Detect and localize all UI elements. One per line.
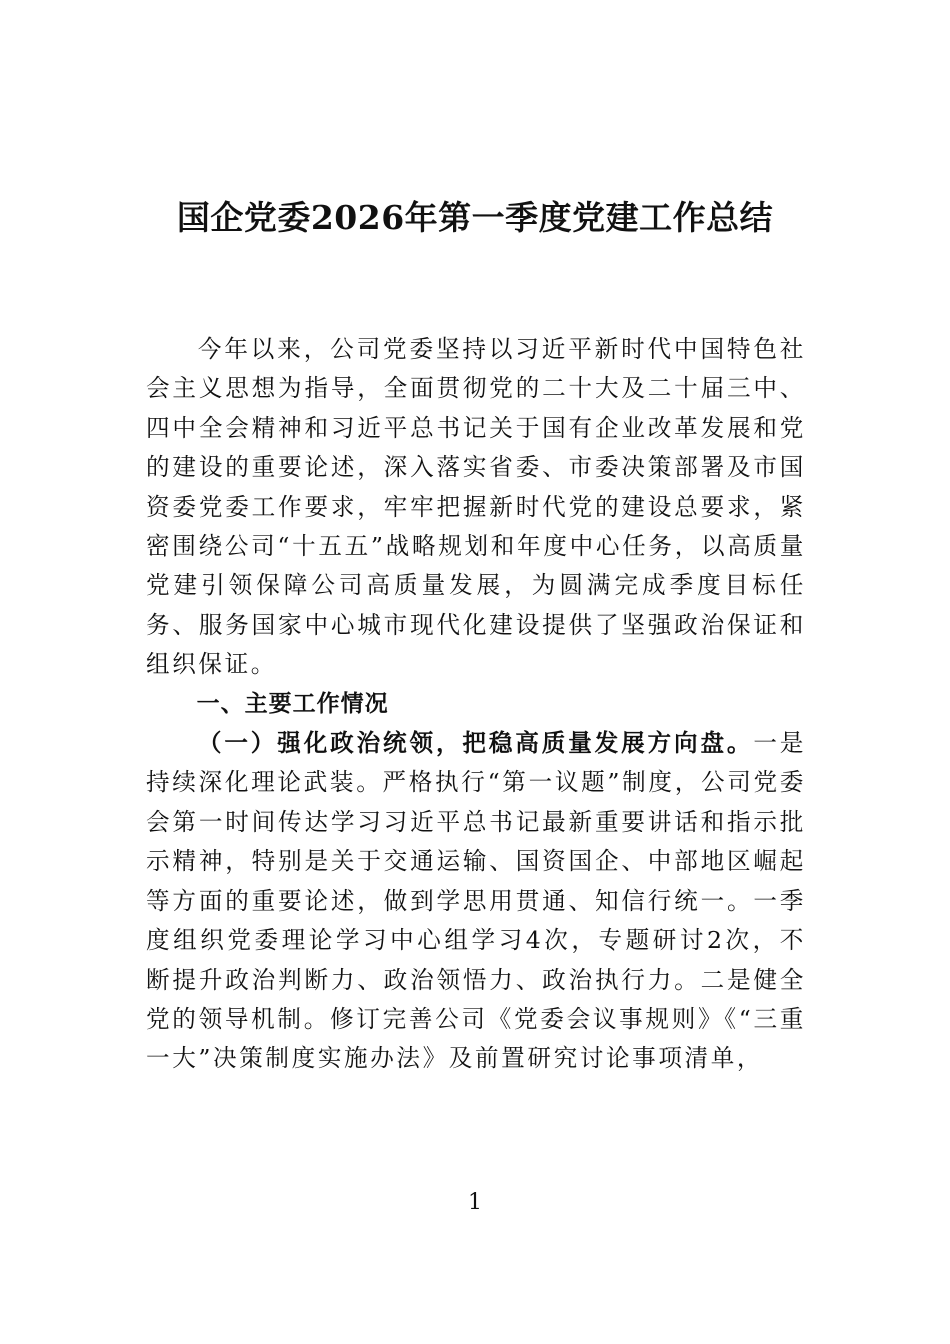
- intro-paragraph: 今年以来，公司党委坚持以习近平新时代中国特色社会主义思想为指导，全面贯彻党的二十大及二十届三中、四中全会精神和习近平总书记关于国有企业改革发展和党的建设的重要论述，深入落实省委、市委决策部署及市国资委党委工作要求，牢牢把握新时代党的建设总要求，紧密围绕公司“十五五”战略规划和年度中心任务，以高质量党建引领保障公司高质量发展，为圆满完成季度目标任务、服务国家中心城市现代化建设提供了坚强政治保证和组织保证。: [146, 335, 806, 679]
- subsection-paragraph: [146, 724, 806, 1079]
- page-number: 1: [468, 1190, 482, 1215]
- subsection-heading: （一）强化政治统领，把稳高质量发展方向盘。: [197, 729, 754, 758]
- document-title: 国企党委2026年第一季度党建工作总结: [176, 198, 774, 237]
- section-heading: 一、主要工作情况: [196, 690, 389, 717]
- subsection-body: 一是持续深化理论武装。严格执行“第一议题”制度，公司党委会第一时间传达学习习近平总书记最新重要讲话和指示批示精神，特别是关于交通运输、国资国企、中部地区崛起等方面的重要论述，做到学思用贯通、知信行统一。一季度组织党委理论学习中心组学习4次，专题研讨2次，不断提升政治判断力、政治领悟力、政治执行力。二是健全党的领导机制。修订完善公司《党委会议事规则》《“三重一大”决策制度实施办法》及前置研究讨论事项清单，: [146, 729, 806, 1073]
- document-body: [146, 330, 806, 1079]
